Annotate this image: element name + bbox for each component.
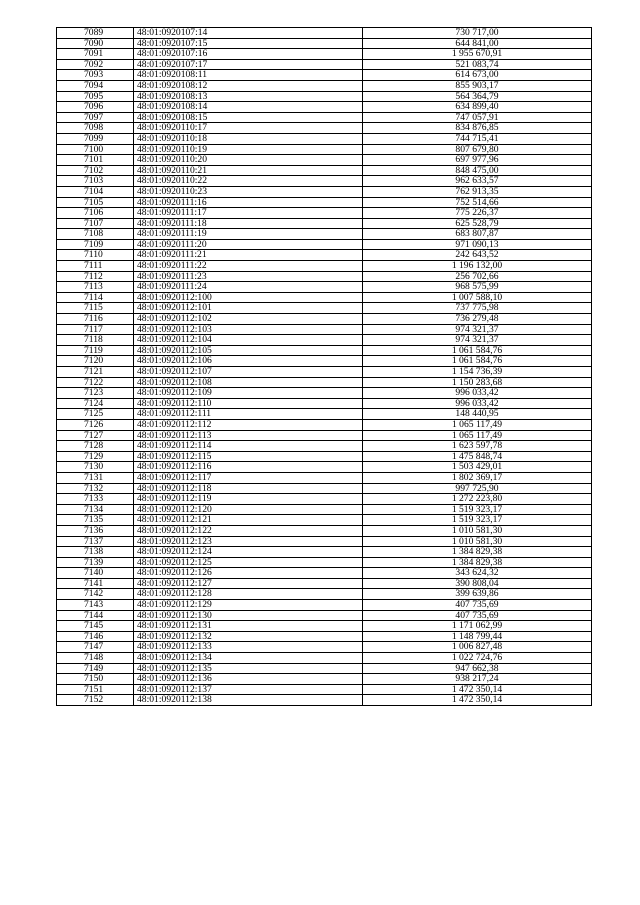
cadastral-value-cell: 625 528,79 [363,218,592,229]
cadastral-value-cell: 737 775,98 [363,303,592,314]
row-number-cell: 7108 [57,229,134,240]
cadastral-number-cell: 48:01:0920111:23 [134,271,363,282]
cadastral-value-cell: 1 006 827,48 [363,642,592,653]
row-number-cell: 7129 [57,451,134,462]
cadastral-value-cell: 1 623 597,78 [363,441,592,452]
cadastral-number-cell: 48:01:0920108:13 [134,91,363,102]
cadastral-number-cell: 48:01:0920112:120 [134,504,363,515]
table-row [57,367,592,378]
cadastral-value-cell: 399 639,86 [363,589,592,600]
row-number-cell: 7117 [57,324,134,335]
cadastral-number-cell: 48:01:0920112:101 [134,303,363,314]
cadastral-number-cell: 48:01:0920111:16 [134,197,363,208]
table-row [57,547,592,558]
row-number-cell: 7120 [57,356,134,367]
row-number-cell: 7100 [57,144,134,155]
row-number-cell: 7090 [57,38,134,49]
row-number-cell: 7112 [57,271,134,282]
cadastral-value-cell: 1 519 323,17 [363,504,592,515]
cadastral-value-cell: 343 624,32 [363,568,592,579]
row-number-cell: 7103 [57,176,134,187]
table-row [57,525,592,536]
cadastral-number-cell: 48:01:0920112:102 [134,314,363,325]
cadastral-value-cell: 1 472 350,14 [363,695,592,706]
cadastral-value-cell: 1 503 429,01 [363,462,592,473]
cadastral-value-cell: 1 384 829,38 [363,557,592,568]
row-number-cell: 7123 [57,388,134,399]
row-number-cell: 7105 [57,197,134,208]
row-number-cell: 7119 [57,345,134,356]
table-row [57,208,592,219]
table-row [57,451,592,462]
row-number-cell: 7142 [57,589,134,600]
cadastral-number-cell: 48:01:0920112:105 [134,345,363,356]
cadastral-number-cell: 48:01:0920107:15 [134,38,363,49]
table-row [57,250,592,261]
cadastral-number-cell: 48:01:0920112:113 [134,430,363,441]
cadastral-value-cell: 644 841,00 [363,38,592,49]
table-row [57,653,592,664]
cadastral-number-cell: 48:01:0920111:21 [134,250,363,261]
cadastral-number-cell: 48:01:0920112:123 [134,536,363,547]
cadastral-number-cell: 48:01:0920111:20 [134,239,363,250]
row-number-cell: 7152 [57,695,134,706]
row-number-cell: 7132 [57,483,134,494]
cadastral-number-cell: 48:01:0920112:131 [134,621,363,632]
cadastral-number-cell: 48:01:0920112:130 [134,610,363,621]
cadastral-number-cell: 48:01:0920112:114 [134,441,363,452]
cadastral-number-cell: 48:01:0920112:115 [134,451,363,462]
row-number-cell: 7101 [57,155,134,166]
table-row [57,536,592,547]
table-row [57,684,592,695]
cadastral-value-cell: 775 226,37 [363,208,592,219]
cadastral-value-cell: 1 065 117,49 [363,430,592,441]
cadastral-number-cell: 48:01:0920112:106 [134,356,363,367]
table-row [57,303,592,314]
table-row [57,28,592,39]
cadastral-value-cell: 947 662,38 [363,663,592,674]
cadastral-value-cell: 1 802 369,17 [363,472,592,483]
cadastral-number-cell: 48:01:0920112:119 [134,494,363,505]
table-row [57,568,592,579]
row-number-cell: 7141 [57,578,134,589]
table-row [57,504,592,515]
row-number-cell: 7122 [57,377,134,388]
table-row [57,292,592,303]
table-row [57,155,592,166]
cadastral-number-cell: 48:01:0920112:126 [134,568,363,579]
cadastral-value-cell: 938 217,24 [363,674,592,685]
cadastral-value-cell: 148 440,95 [363,409,592,420]
table-row [57,462,592,473]
cadastral-number-cell: 48:01:0920112:134 [134,653,363,664]
cadastral-number-cell: 48:01:0920112:109 [134,388,363,399]
row-number-cell: 7115 [57,303,134,314]
row-number-cell: 7130 [57,462,134,473]
cadastral-number-cell: 48:01:0920112:103 [134,324,363,335]
table-row [57,610,592,621]
row-number-cell: 7095 [57,91,134,102]
row-number-cell: 7111 [57,261,134,272]
table-row [57,409,592,420]
row-number-cell: 7094 [57,80,134,91]
cadastral-value-cell: 1 519 323,17 [363,515,592,526]
cadastral-number-cell: 48:01:0920112:104 [134,335,363,346]
cadastral-value-cell: 968 575,99 [363,282,592,293]
row-number-cell: 7148 [57,653,134,664]
table-row [57,631,592,642]
row-number-cell: 7110 [57,250,134,261]
table-row [57,112,592,123]
cadastral-number-cell: 48:01:0920112:138 [134,695,363,706]
cadastral-value-cell: 762 913,35 [363,186,592,197]
table-row [57,557,592,568]
cadastral-number-cell: 48:01:0920110:17 [134,123,363,134]
table-row [57,38,592,49]
cadastral-number-cell: 48:01:0920112:135 [134,663,363,674]
cadastral-number-cell: 48:01:0920107:14 [134,28,363,39]
table-row [57,419,592,430]
table-row [57,483,592,494]
cadastral-number-cell: 48:01:0920111:19 [134,229,363,240]
cadastral-value-cell: 256 702,66 [363,271,592,282]
row-number-cell: 7099 [57,133,134,144]
cadastral-number-cell: 48:01:0920112:121 [134,515,363,526]
table-row [57,324,592,335]
row-number-cell: 7144 [57,610,134,621]
cadastral-value-cell: 752 514,66 [363,197,592,208]
table-row [57,674,592,685]
row-number-cell: 7138 [57,547,134,558]
table-row [57,176,592,187]
cadastral-number-cell: 48:01:0920107:16 [134,49,363,60]
row-number-cell: 7098 [57,123,134,134]
cadastral-number-cell: 48:01:0920110:19 [134,144,363,155]
cadastral-number-cell: 48:01:0920112:110 [134,398,363,409]
row-number-cell: 7133 [57,494,134,505]
table-row [57,186,592,197]
cadastral-value-cell: 730 717,00 [363,28,592,39]
row-number-cell: 7151 [57,684,134,695]
row-number-cell: 7134 [57,504,134,515]
cadastral-number-cell: 48:01:0920107:17 [134,59,363,70]
cadastral-value-cell: 996 033,42 [363,388,592,399]
row-number-cell: 7143 [57,600,134,611]
cadastral-number-cell: 48:01:0920112:108 [134,377,363,388]
table-row [57,282,592,293]
cadastral-value-cell: 1 475 848,74 [363,451,592,462]
table-row [57,578,592,589]
table-row [57,165,592,176]
cadastral-value-cell: 962 633,57 [363,176,592,187]
cadastral-value-cell: 1 272 223,80 [363,494,592,505]
table-row [57,388,592,399]
table-row [57,229,592,240]
cadastral-value-cell: 1 384 829,38 [363,547,592,558]
cadastral-value-cell: 1 148 799,44 [363,631,592,642]
cadastral-value-cell: 390 808,04 [363,578,592,589]
row-number-cell: 7150 [57,674,134,685]
row-number-cell: 7118 [57,335,134,346]
cadastral-value-cell: 736 279,48 [363,314,592,325]
cadastral-value-cell: 521 083,74 [363,59,592,70]
row-number-cell: 7116 [57,314,134,325]
cadastral-value-cell: 1 022 724,76 [363,653,592,664]
cadastral-number-cell: 48:01:0920110:22 [134,176,363,187]
cadastral-value-cell: 1 171 062,99 [363,621,592,632]
table-row [57,515,592,526]
cadastral-number-cell: 48:01:0920112:111 [134,409,363,420]
row-number-cell: 7093 [57,70,134,81]
table-row [57,239,592,250]
cadastral-number-cell: 48:01:0920112:116 [134,462,363,473]
row-number-cell: 7096 [57,102,134,113]
row-number-cell: 7113 [57,282,134,293]
cadastral-value-cell: 1 472 350,14 [363,684,592,695]
row-number-cell: 7126 [57,419,134,430]
cadastral-number-cell: 48:01:0920112:127 [134,578,363,589]
cadastral-number-cell: 48:01:0920112:136 [134,674,363,685]
table-row [57,123,592,134]
cadastral-number-cell: 48:01:0920112:107 [134,367,363,378]
cadastral-number-cell: 48:01:0920111:17 [134,208,363,219]
cadastral-number-cell: 48:01:0920108:12 [134,80,363,91]
row-number-cell: 7107 [57,218,134,229]
row-number-cell: 7127 [57,430,134,441]
row-number-cell: 7114 [57,292,134,303]
table-row [57,133,592,144]
cadastral-number-cell: 48:01:0920112:117 [134,472,363,483]
table-row [57,70,592,81]
row-number-cell: 7097 [57,112,134,123]
cadastral-value-cell: 407 735,69 [363,610,592,621]
cadastral-value-cell: 971 090,13 [363,239,592,250]
row-number-cell: 7109 [57,239,134,250]
cadastral-value-cell: 1 065 117,49 [363,419,592,430]
cadastral-number-cell: 48:01:0920112:124 [134,547,363,558]
table-row [57,441,592,452]
cadastral-number-cell: 48:01:0920108:14 [134,102,363,113]
table-row [57,398,592,409]
table-row [57,91,592,102]
cadastral-value-cell: 564 364,79 [363,91,592,102]
cadastral-number-cell: 48:01:0920112:118 [134,483,363,494]
table-row [57,356,592,367]
row-number-cell: 7106 [57,208,134,219]
table-row [57,642,592,653]
cadastral-value-cell: 1 007 588,10 [363,292,592,303]
cadastral-number-cell: 48:01:0920112:112 [134,419,363,430]
table-row [57,377,592,388]
row-number-cell: 7146 [57,631,134,642]
cadastral-value-cell: 407 735,69 [363,600,592,611]
cadastral-value-cell: 807 679,80 [363,144,592,155]
row-number-cell: 7136 [57,525,134,536]
cadastral-value-cell: 855 903,17 [363,80,592,91]
cadastral-value-table [56,27,592,706]
row-number-cell: 7135 [57,515,134,526]
cadastral-number-cell: 48:01:0920110:18 [134,133,363,144]
table-row [57,663,592,674]
table-row [57,335,592,346]
cadastral-value-cell: 974 321,37 [363,335,592,346]
row-number-cell: 7147 [57,642,134,653]
cadastral-number-cell: 48:01:0920112:137 [134,684,363,695]
cadastral-value-cell: 1 010 581,30 [363,525,592,536]
cadastral-value-cell: 614 673,00 [363,70,592,81]
table-row [57,345,592,356]
cadastral-number-cell: 48:01:0920110:23 [134,186,363,197]
cadastral-value-cell: 683 807,87 [363,229,592,240]
table-row [57,271,592,282]
table-row [57,197,592,208]
table-row [57,621,592,632]
table-row [57,472,592,483]
row-number-cell: 7091 [57,49,134,60]
cadastral-number-cell: 48:01:0920111:18 [134,218,363,229]
table-row [57,218,592,229]
cadastral-number-cell: 48:01:0920112:132 [134,631,363,642]
row-number-cell: 7139 [57,557,134,568]
cadastral-value-cell: 1 010 581,30 [363,536,592,547]
table-row [57,261,592,272]
cadastral-value-cell: 1 061 584,76 [363,356,592,367]
cadastral-number-cell: 48:01:0920112:133 [134,642,363,653]
row-number-cell: 7124 [57,398,134,409]
cadastral-number-cell: 48:01:0920110:20 [134,155,363,166]
cadastral-value-cell: 242 643,52 [363,250,592,261]
cadastral-value-cell: 1 154 736,39 [363,367,592,378]
cadastral-number-cell: 48:01:0920108:15 [134,112,363,123]
cadastral-value-cell: 697 977,96 [363,155,592,166]
table-row [57,59,592,70]
row-number-cell: 7145 [57,621,134,632]
cadastral-value-cell: 1 150 283,68 [363,377,592,388]
table-body [57,28,592,706]
table-row [57,430,592,441]
row-number-cell: 7102 [57,165,134,176]
cadastral-number-cell: 48:01:0920112:125 [134,557,363,568]
table-row [57,600,592,611]
row-number-cell: 7092 [57,59,134,70]
cadastral-number-cell: 48:01:0920112:122 [134,525,363,536]
row-number-cell: 7131 [57,472,134,483]
row-number-cell: 7121 [57,367,134,378]
cadastral-number-cell: 48:01:0920112:128 [134,589,363,600]
table-row [57,494,592,505]
table-row [57,589,592,600]
cadastral-value-cell: 997 725,90 [363,483,592,494]
table-row [57,695,592,706]
cadastral-value-cell: 996 033,42 [363,398,592,409]
cadastral-number-cell: 48:01:0920110:21 [134,165,363,176]
row-number-cell: 7137 [57,536,134,547]
table-row [57,102,592,113]
cadastral-value-cell: 747 057,91 [363,112,592,123]
table-row [57,80,592,91]
row-number-cell: 7128 [57,441,134,452]
row-number-cell: 7140 [57,568,134,579]
row-number-cell: 7125 [57,409,134,420]
row-number-cell: 7089 [57,28,134,39]
cadastral-number-cell: 48:01:0920111:24 [134,282,363,293]
cadastral-number-cell: 48:01:0920112:100 [134,292,363,303]
table-row [57,49,592,60]
cadastral-number-cell: 48:01:0920112:129 [134,600,363,611]
cadastral-value-cell: 1 955 670,91 [363,49,592,60]
cadastral-value-cell: 744 715,41 [363,133,592,144]
row-number-cell: 7104 [57,186,134,197]
row-number-cell: 7149 [57,663,134,674]
cadastral-value-cell: 634 899,40 [363,102,592,113]
cadastral-value-cell: 834 876,85 [363,123,592,134]
cadastral-value-cell: 1 061 584,76 [363,345,592,356]
table-row [57,314,592,325]
table-row [57,144,592,155]
cadastral-number-cell: 48:01:0920111:22 [134,261,363,272]
cadastral-value-cell: 974 321,37 [363,324,592,335]
cadastral-value-cell: 1 196 132,00 [363,261,592,272]
cadastral-number-cell: 48:01:0920108:11 [134,70,363,81]
cadastral-value-cell: 848 475,00 [363,165,592,176]
